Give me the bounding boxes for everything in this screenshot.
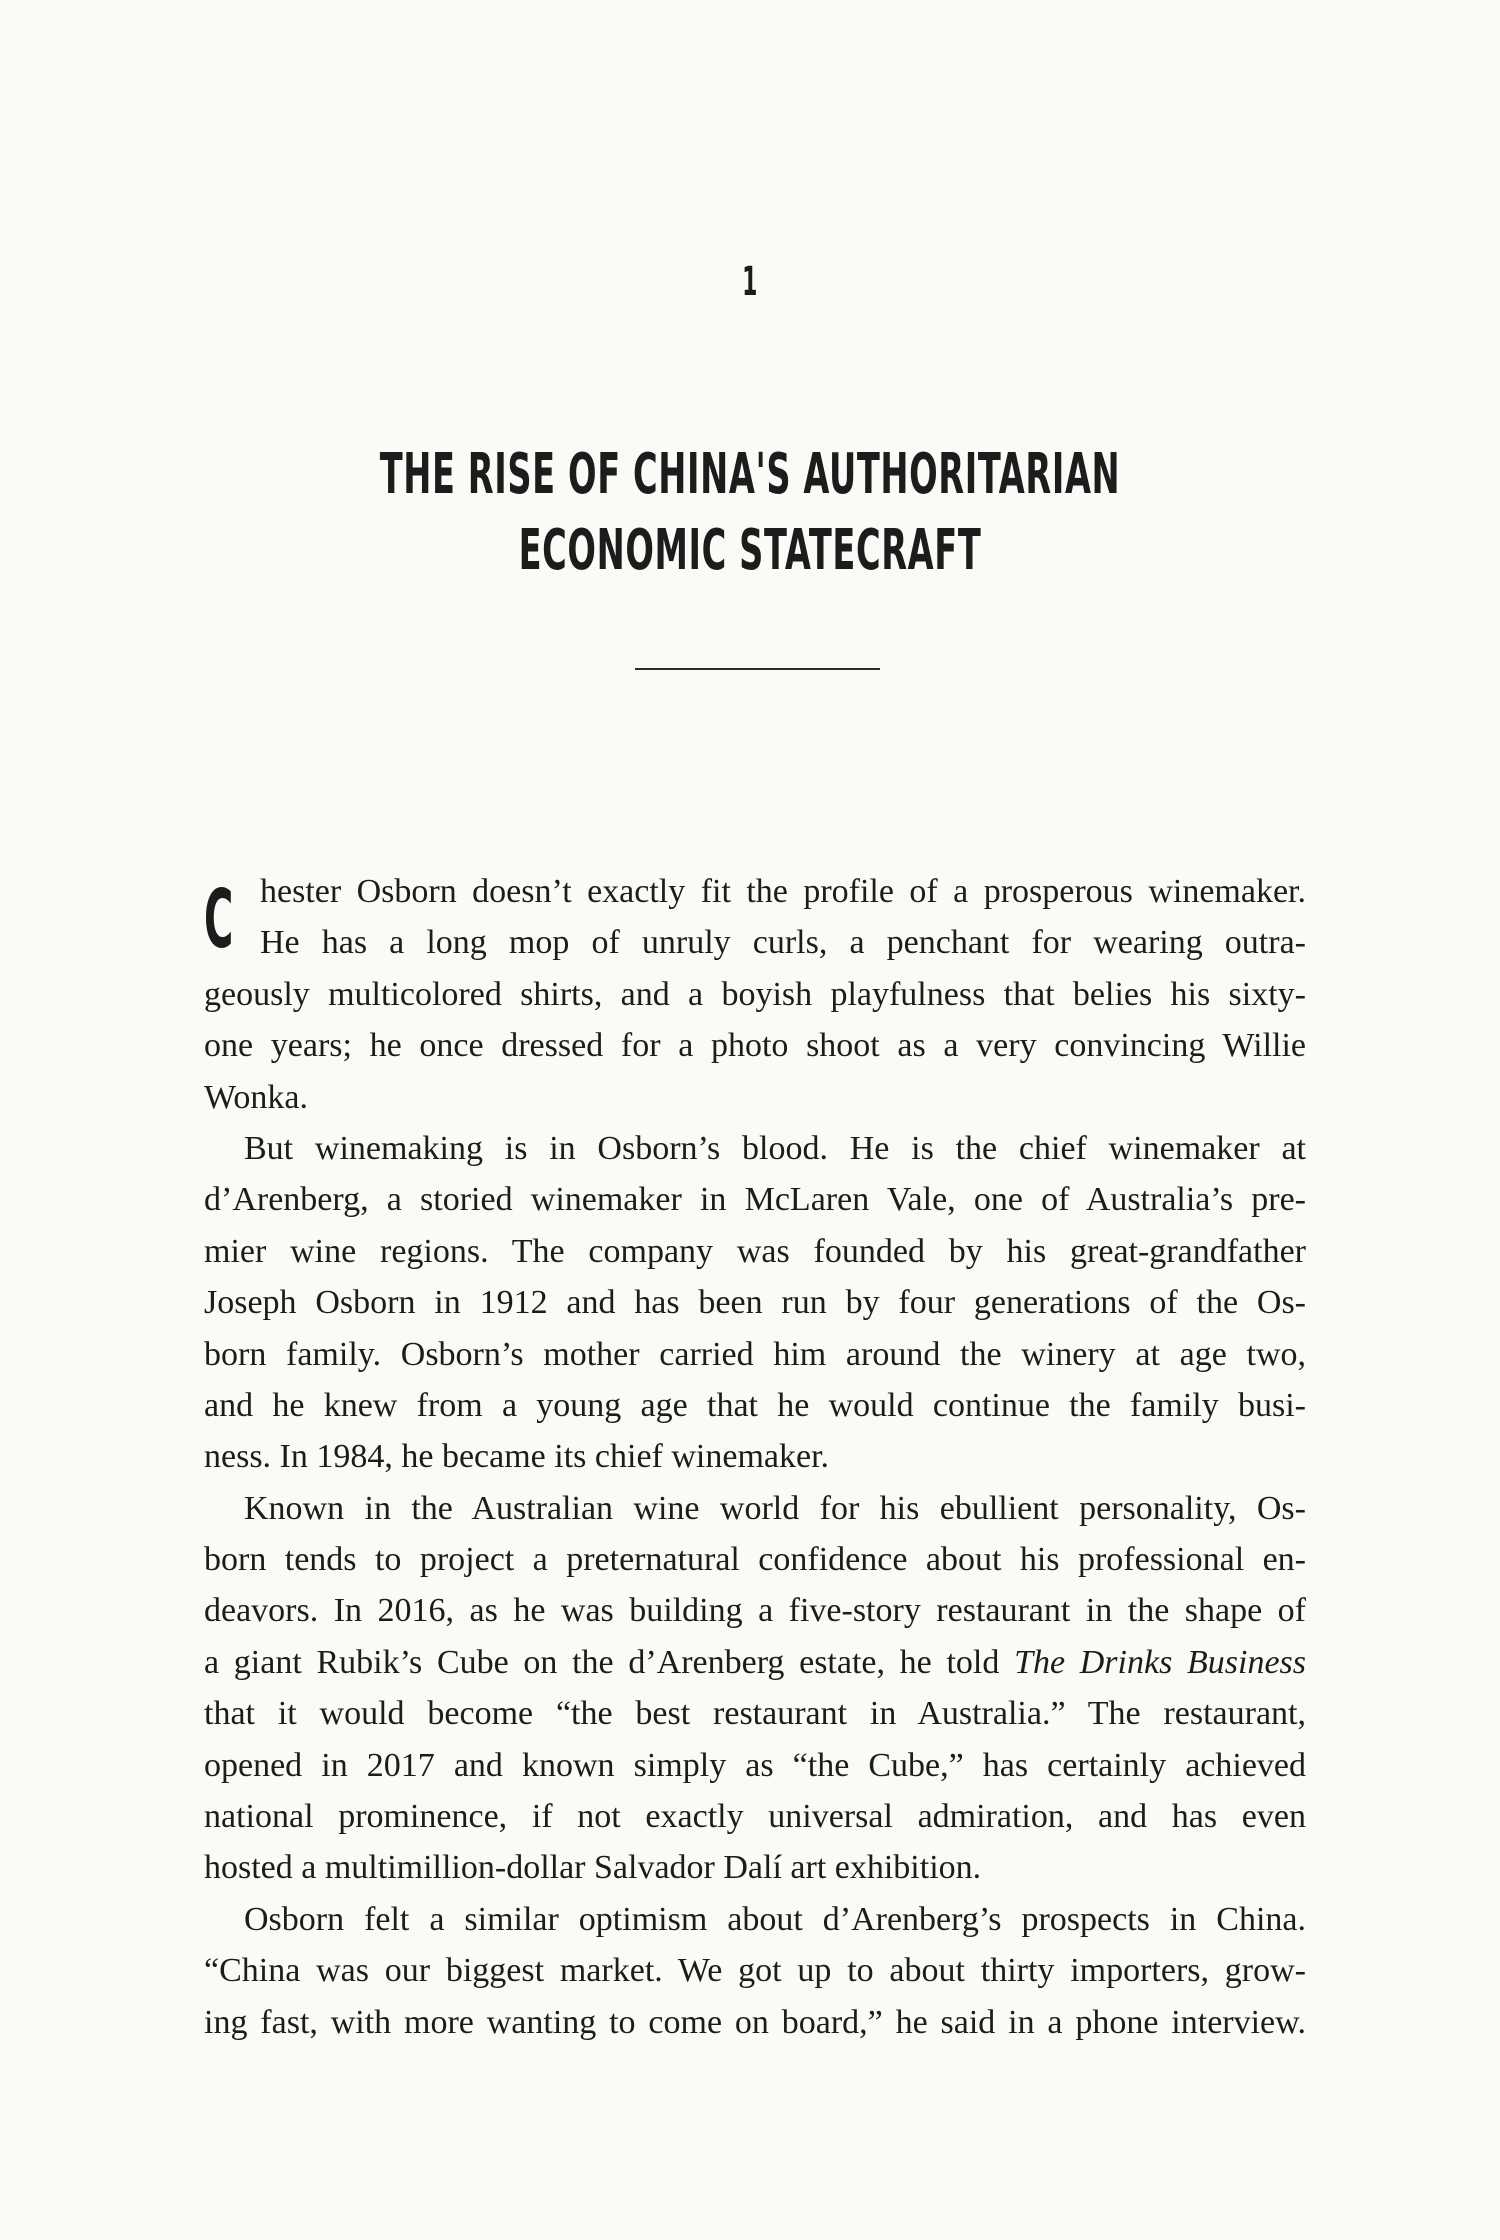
- text-line: mier wine regions. The company was founded by his great-grandfather: [204, 1232, 1306, 1270]
- text-line: deavors. In 2016, as he was building a five-story restaurant in the shape of: [204, 1592, 1306, 1630]
- text-line: Joseph Osborn in 1912 and has been run by four generations of the Os-: [204, 1284, 1306, 1322]
- text-line-part: a giant Rubik’s Cube on the d’Arenberg estate, he told: [204, 1643, 1015, 1681]
- text-line: “China was our biggest market. We got up to about thirty importers, grow-: [204, 1952, 1306, 1990]
- chapter-number: 1: [742, 259, 758, 305]
- text-line: geously multicolored shirts, and a boyish playfulness that belies his sixty-: [204, 975, 1306, 1013]
- text-line: that it would become “the best restaurant in Australia.” The restaurant,: [204, 1695, 1306, 1733]
- text-line: hosted a multimillion-dollar Salvador Dalí art exhibition.: [204, 1849, 982, 1887]
- text-line: Known in the Australian wine world for his ebullient personality, Os-: [244, 1489, 1306, 1527]
- text-line: national prominence, if not exactly universal admiration, and has even: [204, 1798, 1306, 1836]
- drop-cap: C: [204, 873, 234, 966]
- text-line: opened in 2017 and known simply as “the Cube,” has certainly achieved: [204, 1746, 1306, 1784]
- chapter-title-line-2: ECONOMIC STATECRAFT: [518, 518, 982, 583]
- text-line: born tends to project a preternatural confidence about his professional en-: [204, 1541, 1306, 1579]
- title-divider: [635, 668, 880, 670]
- publication-title: The Drinks Business: [1014, 1643, 1306, 1681]
- text-line: hester Osborn doesn’t exactly fit the profile of a prosperous winemaker.: [260, 873, 1306, 910]
- text-line: and he knew from a young age that he would continue the family busi-: [204, 1386, 1306, 1424]
- text-line: Wonka.: [204, 1078, 308, 1116]
- text-line: [204, 1637, 1306, 1688]
- chapter-title: [300, 437, 1200, 589]
- text-line: d’Arenberg, a storied winemaker in McLaren Vale, one of Australia’s pre-: [204, 1181, 1306, 1219]
- text-line: born family. Osborn’s mother carried him around the winery at age two,: [204, 1335, 1306, 1373]
- text-line: Osborn felt a similar optimism about d’Arenberg’s prospects in China.: [244, 1900, 1306, 1938]
- text-line: But winemaking is in Osborn’s blood. He is the chief winemaker at: [244, 1129, 1306, 1167]
- chapter-title-line-1: THE RISE OF CHINA'S AUTHORITARIAN: [379, 442, 1121, 507]
- text-line: ing fast, with more wanting to come on board,” he said in a phone interview.: [204, 2003, 1306, 2041]
- body-text: [204, 866, 1306, 2048]
- text-line: He has a long mop of unruly curls, a penchant for wearing outra-: [260, 924, 1306, 962]
- text-line: one years; he once dressed for a photo shoot as a very convincing Willie: [204, 1027, 1306, 1065]
- text-line: ness. In 1984, he became its chief winemaker.: [204, 1438, 830, 1476]
